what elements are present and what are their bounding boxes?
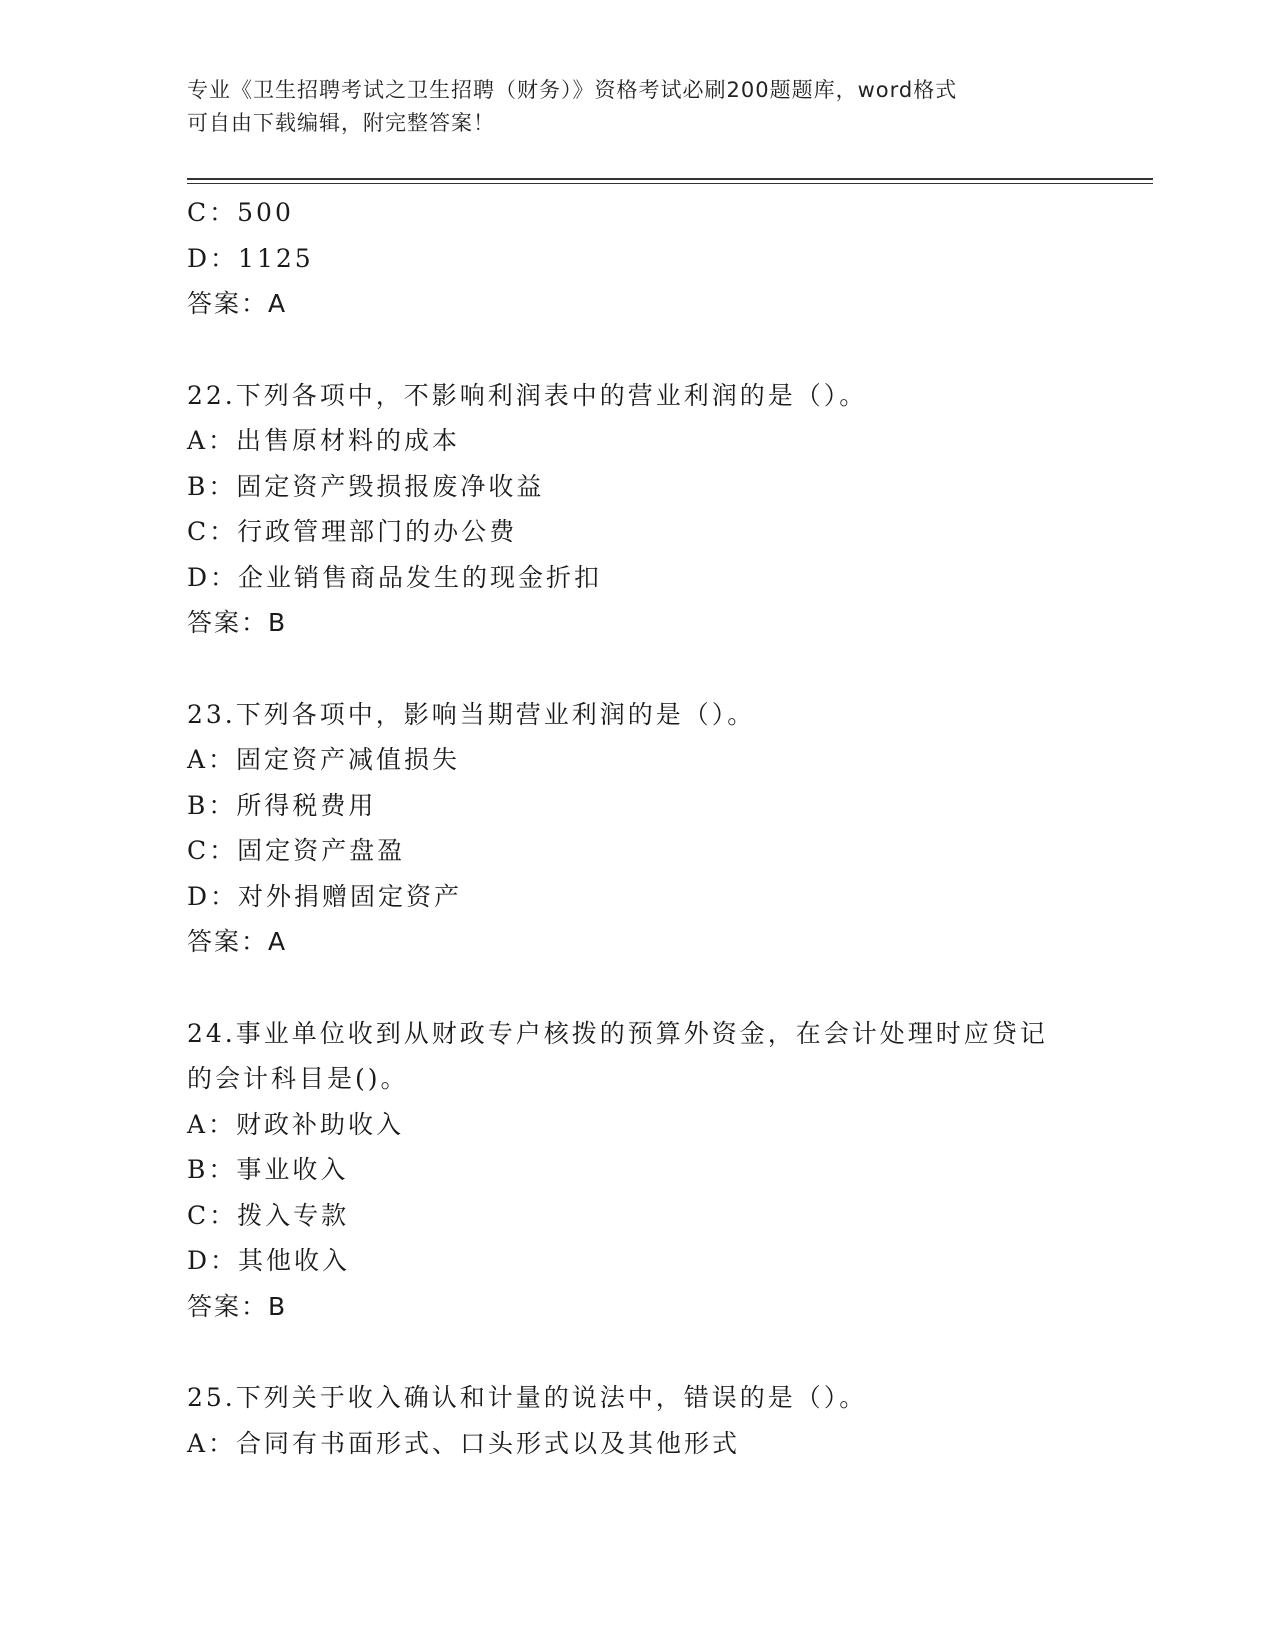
option-a: A：出售原材料的成本	[187, 426, 461, 455]
spacer	[187, 1329, 1087, 1375]
question-22	[187, 373, 1087, 646]
spacer	[187, 965, 1087, 1011]
header-line-1: 专业《卫生招聘考试之卫生招聘（财务）》资格考试必刷200题题库，word格式	[187, 78, 958, 102]
answer-line: 答案：A	[187, 927, 288, 956]
question-25	[187, 1375, 1087, 1466]
question-text-line-1: 24.事业单位收到从财政专户核拨的预算外资金，在会计处理时应贷记	[187, 1018, 1048, 1048]
option-b: B：事业收入	[187, 1155, 349, 1184]
option-c: C：固定资产盘盈	[187, 836, 406, 865]
question-text-line-2: 的会计科目是()。	[187, 1064, 409, 1093]
header-rule-thick	[187, 178, 1153, 180]
answer-line: 答案：A	[187, 289, 288, 318]
option-b: B：固定资产毁损报废净收益	[187, 471, 545, 501]
option-c: C：拨入专款	[187, 1200, 350, 1230]
spacer	[187, 646, 1087, 692]
option-b: B：所得税费用	[187, 790, 377, 820]
spacer	[187, 327, 1087, 373]
option-d: D：对外捐赠固定资产	[187, 881, 463, 911]
option-c: C：行政管理部门的办公费	[187, 517, 518, 546]
question-23	[187, 692, 1087, 965]
option-d: D：企业销售商品发生的现金折扣	[187, 562, 603, 592]
option-a: A：合同有书面形式、口头形式以及其他形式	[187, 1428, 741, 1458]
option-d: D：1125	[187, 243, 314, 273]
option-c: C：500	[187, 198, 294, 227]
document-body	[187, 190, 1087, 1466]
question-24	[187, 1011, 1087, 1330]
question-21-tail	[187, 190, 1087, 327]
option-d: D：其他收入	[187, 1246, 351, 1275]
header-line-2: 可自由下载编辑，附完整答案！	[187, 111, 495, 135]
document-header	[187, 74, 1087, 140]
answer-line: 答案：B	[187, 608, 288, 637]
question-text: 23.下列各项中，影响当期营业利润的是（）。	[187, 699, 756, 729]
question-text: 22.下列各项中，不影响利润表中的营业利润的是（）。	[187, 380, 868, 410]
question-text: 25.下列关于收入确认和计量的说法中，错误的是（）。	[187, 1383, 868, 1412]
answer-line: 答案：B	[187, 1291, 288, 1321]
header-rule-thin	[187, 183, 1153, 184]
option-a: A：固定资产减值损失	[187, 745, 461, 774]
option-a: A：财政补助收入	[187, 1109, 405, 1139]
